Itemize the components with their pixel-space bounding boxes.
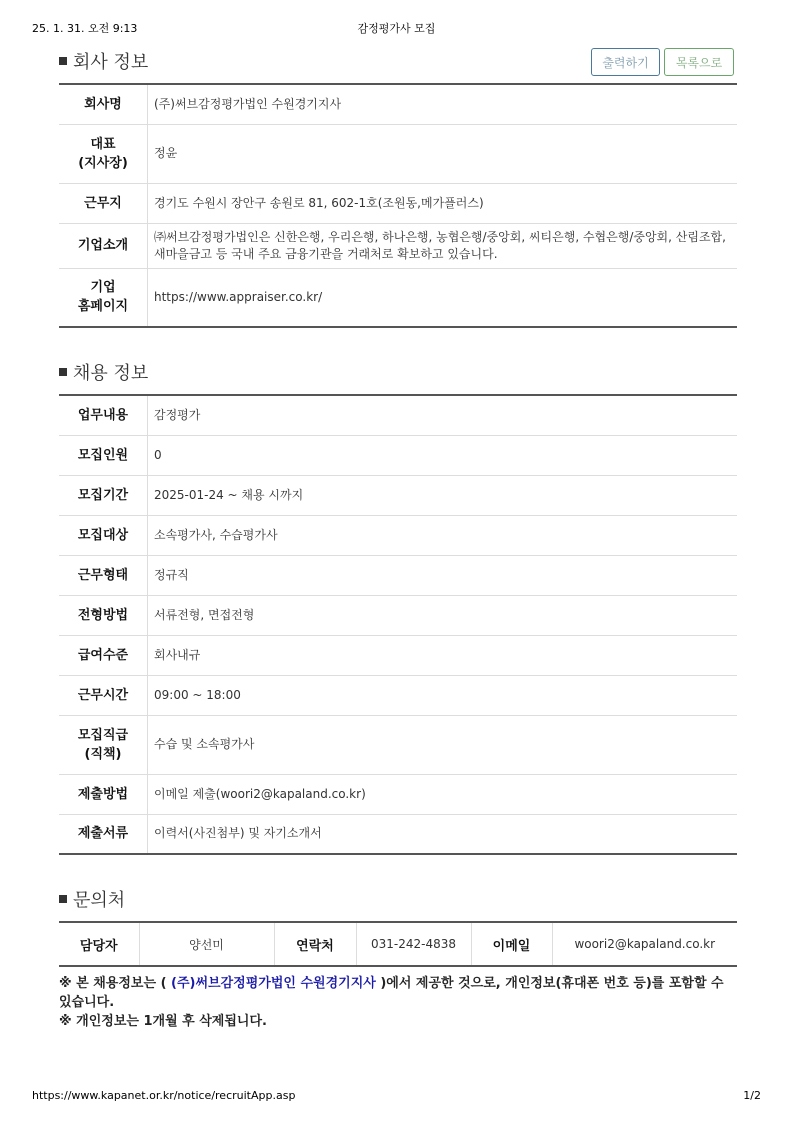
row-value: 수습 및 소속평가사: [148, 715, 738, 774]
row-label: 기업 홈페이지: [59, 268, 148, 327]
contact-table: [59, 921, 737, 967]
square-bullet-icon: [59, 368, 67, 376]
row-value: 회사내규: [148, 635, 738, 675]
table-row: [59, 84, 737, 124]
company-name: (주)써브감정평가법인 수원경기지사: [148, 84, 738, 124]
print-button[interactable]: 출력하기: [591, 48, 660, 76]
row-value: 감정평가: [148, 395, 738, 435]
row-value: 2025-01-24 ~ 채용 시까지: [148, 475, 738, 515]
row-label: 전형방법: [59, 595, 148, 635]
notice-line-2: ※ 개인정보는 1개월 후 삭제됩니다.: [59, 1014, 267, 1029]
row-label: 모집직급 (직책): [59, 715, 148, 774]
recruit-section-title: 채용 정보: [59, 359, 148, 385]
row-label: 근무시간: [59, 675, 148, 715]
table-row: [59, 435, 737, 475]
table-row: [59, 555, 737, 595]
table-row: [59, 395, 737, 435]
company-info-table: [59, 83, 737, 328]
square-bullet-icon: [59, 895, 67, 903]
company-address: 경기도 수원시 장안구 송원로 81, 602-1호(조원동,메가플러스): [148, 183, 738, 223]
row-label: 제출방법: [59, 774, 148, 814]
privacy-notice: [59, 974, 739, 1031]
row-value: 이력서(사진첨부) 및 자기소개서: [154, 826, 322, 841]
contact-email: woori2@kapaland.co.kr: [574, 937, 716, 951]
table-row: [59, 475, 737, 515]
list-button[interactable]: 목록으로: [664, 48, 734, 76]
row-label: 대표 (지사장): [59, 124, 148, 183]
notice-company: (주)써브감정평가법인 수원경기지사: [171, 976, 376, 991]
table-row: [59, 515, 737, 555]
row-label: 근무지: [59, 183, 148, 223]
row-label: 모집인원: [59, 435, 148, 475]
table-row: [59, 635, 737, 675]
company-ceo: 정윤: [148, 124, 738, 183]
row-value: 0: [148, 435, 738, 475]
contact-phone: 031-242-4838: [356, 922, 471, 966]
notice-line-1: ※ 본 채용정보는 ( (주)써브감정평가법인 수원경기지사 )에서 제공한 것으로, 개인정보(휴대폰 번호 등)를 포함할 수 있습니다.: [59, 976, 724, 1010]
row-label: 제출서류: [59, 814, 148, 854]
row-label: 기업소개: [59, 223, 148, 268]
company-homepage-link[interactable]: https://www.appraiser.co.kr/: [154, 289, 323, 304]
square-bullet-icon: [59, 57, 67, 65]
table-row: [59, 922, 737, 966]
table-row: [59, 715, 737, 774]
print-datetime: 25. 1. 31. 오전 9:13: [32, 22, 138, 35]
row-label: 급여수준: [59, 635, 148, 675]
row-label: 업무내용: [59, 395, 148, 435]
contact-person-label: 담당자: [59, 922, 139, 966]
company-section-title: 회사 정보: [59, 48, 148, 74]
row-label: 모집대상: [59, 515, 148, 555]
row-value: 이메일 제출(woori2@kapaland.co.kr): [148, 774, 738, 814]
row-value: 정규직: [148, 555, 738, 595]
table-row: [59, 675, 737, 715]
row-value: 09:00 ~ 18:00: [148, 675, 738, 715]
contact-email-label: 이메일: [471, 922, 552, 966]
row-value: 소속평가사, 수습평가사: [148, 515, 738, 555]
table-row: [59, 223, 737, 268]
table-row: [59, 268, 737, 327]
print-page-title: 감정평가사 모집: [357, 22, 436, 35]
table-row: [59, 814, 737, 854]
row-value: 서류전형, 면접전형: [148, 595, 738, 635]
contact-section-title: 문의처: [59, 886, 125, 912]
row-label: 회사명: [59, 84, 148, 124]
contact-person: 양선미: [139, 922, 274, 966]
contact-phone-label: 연락처: [274, 922, 356, 966]
print-header: [32, 20, 761, 36]
print-url: https://www.kapanet.or.kr/notice/recruitApp.asp: [32, 1089, 296, 1102]
table-row: [59, 774, 737, 814]
table-row: [59, 183, 737, 223]
print-footer: [32, 1089, 761, 1105]
company-intro: ㈜써브감정평가법인은 신한은행, 우리은행, 하나은행, 농협은행/중앙회, 씨티은행, 수협은행/중앙회, 산림조합, 새마을금고 등 국내 주요 금융기관을 거래처로 확보하고 있습니다.: [148, 223, 738, 268]
table-row: [59, 595, 737, 635]
recruit-info-table: [59, 394, 737, 855]
row-label: 모집기간: [59, 475, 148, 515]
row-label: 근무형태: [59, 555, 148, 595]
table-row: [59, 124, 737, 183]
print-page-number: 1/2: [743, 1089, 761, 1102]
